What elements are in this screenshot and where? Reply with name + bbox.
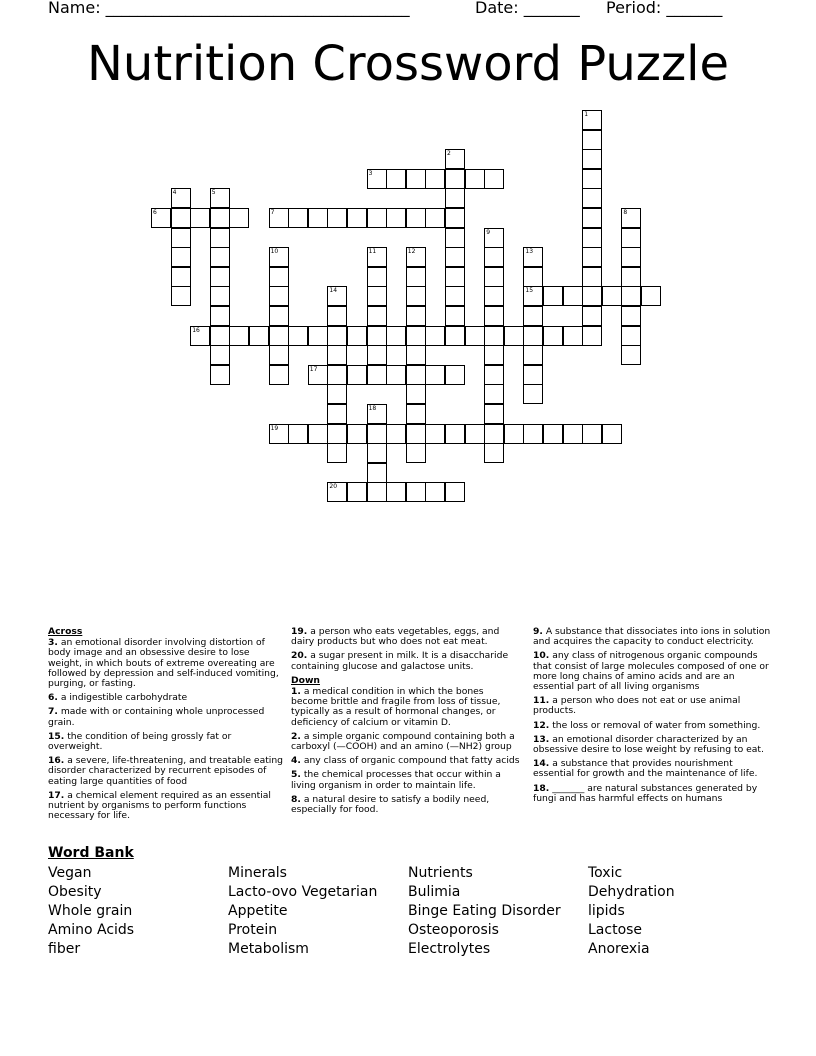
crossword-cell[interactable] xyxy=(386,424,406,444)
crossword-cell[interactable] xyxy=(308,326,328,346)
crossword-cell[interactable] xyxy=(425,482,445,502)
across-heading: Across xyxy=(48,626,83,637)
crossword-cell[interactable] xyxy=(406,247,426,267)
clue-number: 4 xyxy=(172,189,177,197)
clue-down-13: 13. an emotional disorder characterized by an obsessive desire to lose weight by refusing to eat. xyxy=(533,733,764,756)
crossword-cell[interactable] xyxy=(582,267,602,287)
clue-number: 19 xyxy=(270,424,279,432)
crossword-cell[interactable] xyxy=(445,286,465,306)
crossword-cell[interactable] xyxy=(347,365,367,385)
crossword-cell[interactable] xyxy=(367,443,387,463)
clues-column-1 xyxy=(48,627,284,825)
crossword-cell[interactable] xyxy=(327,404,347,424)
crossword-cell[interactable] xyxy=(210,208,230,228)
crossword-cell[interactable] xyxy=(210,365,230,385)
crossword-cell[interactable] xyxy=(563,286,583,306)
crossword-cell[interactable] xyxy=(523,424,543,444)
crossword-cell[interactable] xyxy=(582,130,602,150)
crossword-cell[interactable] xyxy=(445,365,465,385)
crossword-cell[interactable] xyxy=(347,424,367,444)
crossword-cell[interactable] xyxy=(425,208,445,228)
word-bank-item: Anorexia xyxy=(588,941,650,957)
clue-number: 11 xyxy=(368,248,377,256)
crossword-cell[interactable] xyxy=(406,443,426,463)
clue-number: 8 xyxy=(623,209,628,216)
crossword-cell[interactable] xyxy=(210,188,230,208)
crossword-cell[interactable] xyxy=(327,384,347,404)
period-field[interactable]: Period: _______ xyxy=(606,0,723,17)
clue-number: 13 xyxy=(525,248,534,256)
word-bank-item: Toxic xyxy=(588,865,623,881)
crossword-cell[interactable] xyxy=(210,286,230,306)
page-title: Nutrition Crossword Puzzle xyxy=(86,36,730,92)
clue-down-2: 2. a simple organic compound containing both a carboxyl (—COOH) and an amino (—NH2) group xyxy=(291,730,515,753)
crossword-cell[interactable] xyxy=(582,326,602,346)
clue-number: 20 xyxy=(329,483,338,491)
crossword-cell[interactable] xyxy=(171,247,191,267)
crossword-cell[interactable] xyxy=(621,286,641,306)
crossword-cell[interactable] xyxy=(523,267,543,287)
word-bank-column-1 xyxy=(48,864,134,959)
crossword-cell[interactable] xyxy=(190,208,210,228)
crossword-cell[interactable] xyxy=(484,326,504,346)
crossword-cell[interactable] xyxy=(465,424,485,444)
clue-across-20: 20. a sugar present in milk. It is a disaccharide containing glucose and galactose units. xyxy=(291,650,509,672)
word-bank-item: Amino Acids xyxy=(48,922,135,938)
clue-across-16: 16. a severe, life-threatening, and treatable eating disorder characterized by recurrent episodes of eating large quantities of food xyxy=(48,755,284,787)
crossword-cell[interactable] xyxy=(386,365,406,385)
crossword-cell[interactable] xyxy=(190,326,210,346)
crossword-cell[interactable] xyxy=(582,208,602,228)
clue-down-9: 9. A substance that dissociates into ions in solution and acquires the capacity to conduct electricity. xyxy=(533,626,771,648)
crossword-cell[interactable] xyxy=(406,384,426,404)
crossword-cell[interactable] xyxy=(445,169,465,189)
crossword-cell[interactable] xyxy=(465,169,485,189)
crossword-cell[interactable] xyxy=(621,345,641,365)
crossword-cell[interactable] xyxy=(641,286,661,306)
crossword-cell[interactable] xyxy=(543,424,563,444)
crossword-cell[interactable] xyxy=(445,306,465,326)
crossword-cell[interactable] xyxy=(347,326,367,346)
crossword-cell[interactable] xyxy=(602,286,622,306)
crossword-cell[interactable] xyxy=(171,208,191,228)
clue-number: 14 xyxy=(329,287,338,295)
crossword-cell[interactable] xyxy=(269,286,289,306)
crossword-cell[interactable] xyxy=(269,247,289,267)
clue-across-7: 7. made with or containing whole unprocessed grain. xyxy=(48,706,265,728)
crossword-cell[interactable] xyxy=(210,306,230,326)
crossword-cell[interactable] xyxy=(484,286,504,306)
crossword-cell[interactable] xyxy=(386,169,406,189)
crossword-cell[interactable] xyxy=(484,424,504,444)
clue-number: 1 xyxy=(584,111,589,118)
clue-down-4: 4. any class of organic compound that fatty acids xyxy=(291,755,520,767)
crossword-cell[interactable] xyxy=(327,443,347,463)
clue-down-8: 8. a natural desire to satisfy a bodily need, especially for food. xyxy=(291,793,490,816)
crossword-cell[interactable] xyxy=(523,365,543,385)
crossword-cell[interactable] xyxy=(425,169,445,189)
crossword-cell[interactable] xyxy=(210,228,230,248)
crossword-cell[interactable] xyxy=(327,208,347,228)
word-bank-item: Binge Eating Disorder xyxy=(408,903,561,919)
crossword-cell[interactable] xyxy=(367,247,387,267)
crossword-cell[interactable] xyxy=(582,247,602,267)
crossword-cell[interactable] xyxy=(504,424,524,444)
clue-down-10: 10. any class of nitrogenous organic compounds that consist of large molecules composed of one or more long chains of amino acids and are an essential part of all living organisms xyxy=(533,650,769,693)
crossword-cell[interactable] xyxy=(347,482,367,502)
crossword-cell[interactable] xyxy=(406,267,426,287)
clue-number: 18 xyxy=(368,405,377,412)
crossword-cell[interactable] xyxy=(445,149,465,169)
crossword-cell[interactable] xyxy=(347,208,367,228)
crossword-cell[interactable] xyxy=(563,424,583,444)
crossword-cell[interactable] xyxy=(406,326,426,346)
word-bank-item: Nutrients xyxy=(408,865,473,881)
crossword-cell[interactable] xyxy=(582,306,602,326)
clue-across-3: 3. an emotional disorder involving distortion of body image and an obsessive desire to lose weight, in which bouts of extreme overeating are followed by depression and self-induced vomiting, purging, or fasting. xyxy=(48,637,279,690)
clue-down-11: 11. a person who does not eat or use animal products. xyxy=(533,695,741,717)
word-bank-item: Osteoporosis xyxy=(408,922,499,938)
clue-number: 3 xyxy=(368,169,373,177)
crossword-cell[interactable] xyxy=(367,365,387,385)
crossword-cell[interactable] xyxy=(543,326,563,346)
crossword-cell[interactable] xyxy=(406,306,426,326)
crossword-cell[interactable] xyxy=(171,267,191,287)
crossword-cell[interactable] xyxy=(327,365,347,385)
crossword-cell[interactable] xyxy=(367,326,387,346)
crossword-cell[interactable] xyxy=(582,110,602,130)
crossword-cell[interactable] xyxy=(621,326,641,346)
crossword-cell[interactable] xyxy=(425,365,445,385)
crossword-cell[interactable] xyxy=(406,404,426,424)
clue-across-17: 17. a chemical element required as an essential nutrient by organisms to perform functions necessary for life. xyxy=(48,789,271,822)
clue-number: 7 xyxy=(270,209,275,216)
crossword-cell[interactable] xyxy=(269,208,289,228)
crossword-cell[interactable] xyxy=(406,345,426,365)
word-bank-item: Vegan xyxy=(48,865,92,881)
crossword-cell[interactable] xyxy=(582,169,602,189)
crossword-cell[interactable] xyxy=(484,365,504,385)
crossword-cell[interactable] xyxy=(406,365,426,385)
crossword-cell[interactable] xyxy=(210,345,230,365)
crossword-cell[interactable] xyxy=(465,326,485,346)
crossword-cell[interactable] xyxy=(171,286,191,306)
crossword-cell[interactable] xyxy=(308,424,328,444)
crossword-cell[interactable] xyxy=(308,208,328,228)
clue-number: 16 xyxy=(192,326,200,334)
crossword-cell[interactable] xyxy=(327,482,347,502)
crossword-cell[interactable] xyxy=(484,228,504,248)
crossword-cell[interactable] xyxy=(582,424,602,444)
word-bank-column-3 xyxy=(408,864,561,959)
word-bank-column-4 xyxy=(588,864,675,959)
crossword-cell[interactable] xyxy=(484,404,504,424)
crossword-cell[interactable] xyxy=(523,345,543,365)
clue-number: 15 xyxy=(525,287,534,295)
clue-number: 10 xyxy=(270,248,279,256)
clue-across-15: 15. the condition of being grossly fat or overweight. xyxy=(48,730,232,753)
down-heading: Down xyxy=(291,674,320,686)
crossword-cell[interactable] xyxy=(151,208,171,228)
crossword-cell[interactable] xyxy=(269,365,289,385)
crossword-cell[interactable] xyxy=(288,326,308,346)
crossword-cell[interactable] xyxy=(484,306,504,326)
crossword-cell[interactable] xyxy=(367,404,387,424)
crossword-cell[interactable] xyxy=(288,208,308,228)
word-bank-title: Word Bank xyxy=(48,845,134,861)
crossword-cell[interactable] xyxy=(445,228,465,248)
crossword-cell[interactable] xyxy=(210,326,230,346)
word-bank-item: Metabolism xyxy=(228,941,309,957)
crossword-cell[interactable] xyxy=(327,306,347,326)
crossword-cell[interactable] xyxy=(484,247,504,267)
crossword-cell[interactable] xyxy=(269,326,289,346)
crossword-cell[interactable] xyxy=(523,286,543,306)
crossword-cell[interactable] xyxy=(523,326,543,346)
crossword-cell[interactable] xyxy=(621,228,641,248)
crossword-cell[interactable] xyxy=(582,228,602,248)
word-bank-item: Minerals xyxy=(228,865,287,881)
crossword-cell[interactable] xyxy=(327,345,347,365)
crossword-cell[interactable] xyxy=(445,208,465,228)
clue-number: 6 xyxy=(153,209,157,216)
crossword-cell[interactable] xyxy=(367,345,387,365)
clue-number: 2 xyxy=(447,150,451,158)
crossword-cell[interactable] xyxy=(406,286,426,306)
word-bank-item: Electrolytes xyxy=(408,941,491,957)
crossword-cell[interactable] xyxy=(445,326,465,346)
crossword-cell[interactable] xyxy=(367,482,387,502)
crossword-cell[interactable] xyxy=(484,267,504,287)
crossword-cell[interactable] xyxy=(543,286,563,306)
clue-down-14: 14. a substance that provides nourishment essential for growth and the maintenance of life. xyxy=(533,758,758,780)
crossword-cell[interactable] xyxy=(367,424,387,444)
crossword-cell[interactable] xyxy=(386,208,406,228)
crossword-cell[interactable] xyxy=(386,326,406,346)
date-field[interactable]: Date: _______ xyxy=(475,0,580,17)
crossword-cell[interactable] xyxy=(171,228,191,248)
clue-across-19: 19. a person who eats vegetables, eggs, and dairy products but who does not eat meat. xyxy=(291,626,500,648)
word-bank-column-2 xyxy=(228,864,377,959)
crossword-cell[interactable] xyxy=(269,267,289,287)
clue-across-6: 6. a indigestible carbohydrate xyxy=(48,692,188,704)
crossword-cell[interactable] xyxy=(367,286,387,306)
clues-column-2 xyxy=(291,627,523,819)
crossword-cell[interactable] xyxy=(367,306,387,326)
crossword-cell[interactable] xyxy=(484,384,504,404)
clue-number: 12 xyxy=(407,248,416,256)
crossword-cell[interactable] xyxy=(406,482,426,502)
crossword-cell[interactable] xyxy=(602,424,622,444)
crossword-cell[interactable] xyxy=(171,188,191,208)
crossword-cell[interactable] xyxy=(582,149,602,169)
clues-column-3 xyxy=(533,627,773,808)
crossword-cell[interactable] xyxy=(386,482,406,502)
crossword-cell[interactable] xyxy=(269,306,289,326)
crossword-cell[interactable] xyxy=(367,463,387,483)
crossword-cell[interactable] xyxy=(308,365,328,385)
word-bank-item: Lacto-ovo Vegetarian xyxy=(228,884,378,900)
crossword-cell[interactable] xyxy=(249,326,269,346)
clue-down-12: 12. the loss or removal of water from something. xyxy=(533,719,761,731)
crossword-cell[interactable] xyxy=(406,169,426,189)
crossword-cell[interactable] xyxy=(445,188,465,208)
crossword-cell[interactable] xyxy=(445,267,465,287)
clue-down-5: 5. the chemical processes that occur within a living organism in order to maintain life. xyxy=(291,769,501,791)
crossword-cell[interactable] xyxy=(367,169,387,189)
name-field[interactable]: Name: ______________________________________ xyxy=(48,0,410,17)
crossword-cell[interactable] xyxy=(445,424,465,444)
crossword-cell[interactable] xyxy=(563,326,583,346)
clue-number: 9 xyxy=(486,228,491,236)
word-bank-item: Protein xyxy=(228,922,278,938)
clue-down-18: 18. _______ are natural substances generated by fungi and has harmful effects on humans xyxy=(533,782,758,804)
crossword-cell[interactable] xyxy=(425,326,445,346)
crossword-cell[interactable] xyxy=(484,345,504,365)
word-bank-item: Lactose xyxy=(588,922,643,938)
crossword-cell[interactable] xyxy=(582,188,602,208)
crossword-cell[interactable] xyxy=(269,424,289,444)
crossword-cell[interactable] xyxy=(484,443,504,463)
crossword-cell[interactable] xyxy=(367,208,387,228)
crossword-cell[interactable] xyxy=(523,384,543,404)
crossword-cell[interactable] xyxy=(484,169,504,189)
crossword-cell[interactable] xyxy=(229,208,249,228)
crossword-grid xyxy=(0,0,816,520)
crossword-cell[interactable] xyxy=(327,424,347,444)
crossword-cell[interactable] xyxy=(504,326,524,346)
crossword-cell[interactable] xyxy=(445,247,465,267)
crossword-cell[interactable] xyxy=(621,306,641,326)
word-bank-item: Whole grain xyxy=(48,903,133,919)
crossword-cell[interactable] xyxy=(523,306,543,326)
crossword-cell[interactable] xyxy=(406,424,426,444)
crossword-cell[interactable] xyxy=(210,247,230,267)
crossword-cell[interactable] xyxy=(582,286,602,306)
clue-number: 5 xyxy=(211,189,216,197)
crossword-cell[interactable] xyxy=(621,208,641,228)
word-bank-item: Obesity xyxy=(48,884,102,900)
crossword-cell[interactable] xyxy=(621,267,641,287)
word-bank-item: Dehydration xyxy=(588,884,675,900)
crossword-cell[interactable] xyxy=(523,247,543,267)
clue-down-1: 1. a medical condition in which the bones become brittle and fragile from loss of tissue, typically as a result of hormonal changes, or deficiency of calcium or vitamin D. xyxy=(291,686,501,728)
crossword-cell[interactable] xyxy=(367,267,387,287)
crossword-cell[interactable] xyxy=(327,286,347,306)
crossword-cell[interactable] xyxy=(621,247,641,267)
word-bank-item: Appetite xyxy=(228,903,288,919)
crossword-cell[interactable] xyxy=(288,424,308,444)
crossword-cell[interactable] xyxy=(406,208,426,228)
clue-number: 17 xyxy=(309,365,318,373)
word-bank-item: Bulimia xyxy=(408,884,461,900)
crossword-cell[interactable] xyxy=(269,345,289,365)
word-bank-item: lipids xyxy=(588,903,625,919)
crossword-cell[interactable] xyxy=(425,424,445,444)
word-bank-item: fiber xyxy=(48,941,81,957)
crossword-cell[interactable] xyxy=(445,482,465,502)
crossword-cell[interactable] xyxy=(210,267,230,287)
crossword-cell[interactable] xyxy=(327,326,347,346)
crossword-cell[interactable] xyxy=(229,326,249,346)
